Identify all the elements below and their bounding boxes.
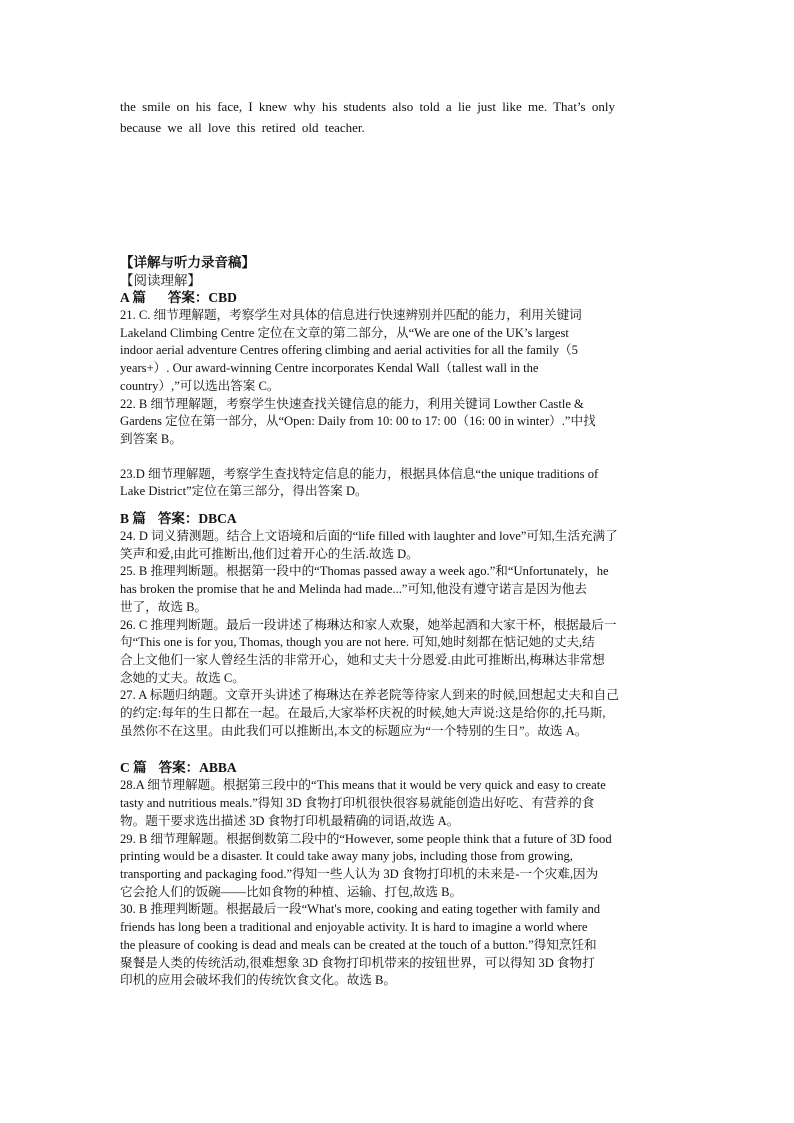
- explanation-line: indoor aerial adventure Centres offering climbing and aerial activities for all the family（5: [120, 343, 578, 358]
- explanation-line: 30. B 推理判断题。根据最后一段“What's more, cooking and eating together with family and: [120, 902, 601, 917]
- explanation-line: country）,”可以选出答案 C。: [120, 378, 280, 393]
- question-23-explanation: [120, 466, 680, 501]
- explanation-line: 29. B 细节理解题。根据倒数第二段中的“However, some people think that a future of 3D food: [120, 831, 612, 846]
- explanation-line: 23.D 细节理解题，考察学生查找特定信息的能力，根据具体信息“the unique traditions of: [120, 466, 599, 481]
- question-24-explanation: [120, 528, 680, 563]
- explanation-line: 21. C. 细节理解题，考察学生对具体的信息进行快速辨别并匹配的能力，利用关键词: [120, 308, 582, 322]
- explanation-line: 世了，故选 B。: [120, 599, 208, 614]
- explanation-line: 物。题干要求选出描述 3D 食物打印机最精确的词语,故选 A。: [120, 813, 460, 828]
- explanation-line: 24. D 词义猜测题。结合上文语境和后面的“life filled with laughter and love”可知,生活充满了: [120, 529, 618, 544]
- explanation-line: 22. B 细节理解题，考察学生快速查找关键信息的能力，利用关键词 Lowther Castle &: [120, 396, 584, 411]
- explanation-line: 25. B 推理判断题。根据第一段中的“Thomas passed away a week ago.”和“Unfortunately，he: [120, 564, 609, 579]
- part-c-label: C 篇: [120, 760, 147, 776]
- explanation-line: 聚餐是人类的传统活动,很难想象 3D 食物打印机带来的按钮世界，可以得知 3D 食物打: [120, 955, 595, 970]
- explanation-line: has broken the promise that he and Melinda had made...”可知,他没有遵守诺言是因为他去: [120, 582, 587, 597]
- explanation-line: 28.A 细节理解题。根据第三段中的“This means that it would be very quick and easy to create: [120, 778, 606, 793]
- explanation-line: years+）. Our award-winning Centre incorporates Kendal Wall（tallest wall in the: [120, 361, 539, 376]
- part-c-header: [120, 759, 680, 777]
- explanation-line: 虽然你不在这里。由此我们可以推断出,本文的标题应为“一个特别的生日”。故选 A。: [120, 723, 588, 738]
- part-b-header: [120, 510, 680, 528]
- explanation-line: 26. C 推理判断题。最后一段讲述了梅琳达和家人欢聚，她举起酒和大家干杯，根据最后一: [120, 617, 617, 632]
- part-c-answer: 答案：ABBA: [158, 760, 237, 776]
- paragraph-line: the smile on his face, I knew why his students also told a lie just like me. That’s only: [120, 99, 615, 114]
- question-29-explanation: [120, 831, 680, 902]
- explanation-line: the pleasure of cooking is dead and meals can be created at the touch of a button.”得知烹饪和: [120, 937, 597, 952]
- story-ending-paragraph: [120, 96, 680, 138]
- explanation-line: 念她的丈夫。故选 C。: [120, 670, 245, 685]
- question-26-explanation: [120, 617, 680, 688]
- question-30-explanation: [120, 901, 680, 990]
- part-b-answer: 答案：DBCA: [157, 511, 237, 527]
- explanation-line: 到答案 B。: [120, 431, 182, 446]
- explanation-line: 它会抢人们的饭碗——比如食物的种植、运输、打包,故选 B。: [120, 884, 463, 899]
- explanation-line: 句“This one is for you, Thomas, though you are not here. 可知,她时刻都在惦记她的丈夫,结: [120, 635, 595, 650]
- explanation-line: transporting and packaging food.”得知一些人认为 3D 食物打印机的未来是-一个灾难,因为: [120, 866, 599, 881]
- paragraph-line: because we all love this retired old teacher.: [120, 120, 365, 135]
- question-22-explanation: [120, 396, 680, 449]
- explanation-line: 的约定:每年的生日都在一起。在最后,大家举杯庆祝的时候,她大声说:这是给你的,托马斯,: [120, 706, 606, 721]
- explanation-line: printing would be a disaster. It could take away many jobs, including those from growing,: [120, 849, 573, 864]
- part-a-answer: 答案：CBD: [167, 290, 237, 305]
- question-21-explanation: [120, 307, 680, 396]
- explanation-line: tasty and nutritious meals.”得知 3D 食物打印机很快很容易就能创造出好吃、有营养的食: [120, 796, 595, 811]
- part-a-label: A 篇: [120, 290, 146, 305]
- explanation-line: Lake District”定位在第三部分，得出答案 D。: [120, 484, 368, 499]
- question-27-explanation: [120, 687, 680, 740]
- explanation-line: 印机的应用会破坏我们的传统饮食文化。故选 B。: [120, 973, 397, 988]
- answer-explanations: [120, 254, 680, 990]
- question-28-explanation: [120, 777, 680, 830]
- question-25-explanation: [120, 563, 680, 616]
- explanation-line: 合上文他们一家人曾经生活的非常开心，她和丈夫十分恩爱.由此可推断出,梅琳达非常想: [120, 652, 605, 667]
- section-subheading: 【阅读理解】: [120, 273, 201, 288]
- part-b-label: B 篇: [120, 511, 146, 527]
- explanation-line: Gardens 定位在第一部分，从“Open: Daily from 10: 00 to 17: 00（16: 00 in winter）.”中找: [120, 414, 596, 429]
- section-heading: 【详解与听力录音稿】: [120, 255, 255, 270]
- explanation-line: Lakeland Climbing Centre 定位在文章的第二部分，从“We are one of the UK’s largest: [120, 325, 569, 340]
- explanation-line: 笑声和爱,由此可推断出,他们过着开心的生活.故选 D。: [120, 546, 419, 561]
- part-a-header: [120, 289, 680, 307]
- explanation-line: friends has long been a traditional and enjoyable activity. It is hard to imagine a world where: [120, 920, 588, 935]
- explanation-line: 27. A 标题归纳题。文章开头讲述了梅琳达在养老院等待家人到来的时候,回想起丈夫和自己: [120, 688, 619, 703]
